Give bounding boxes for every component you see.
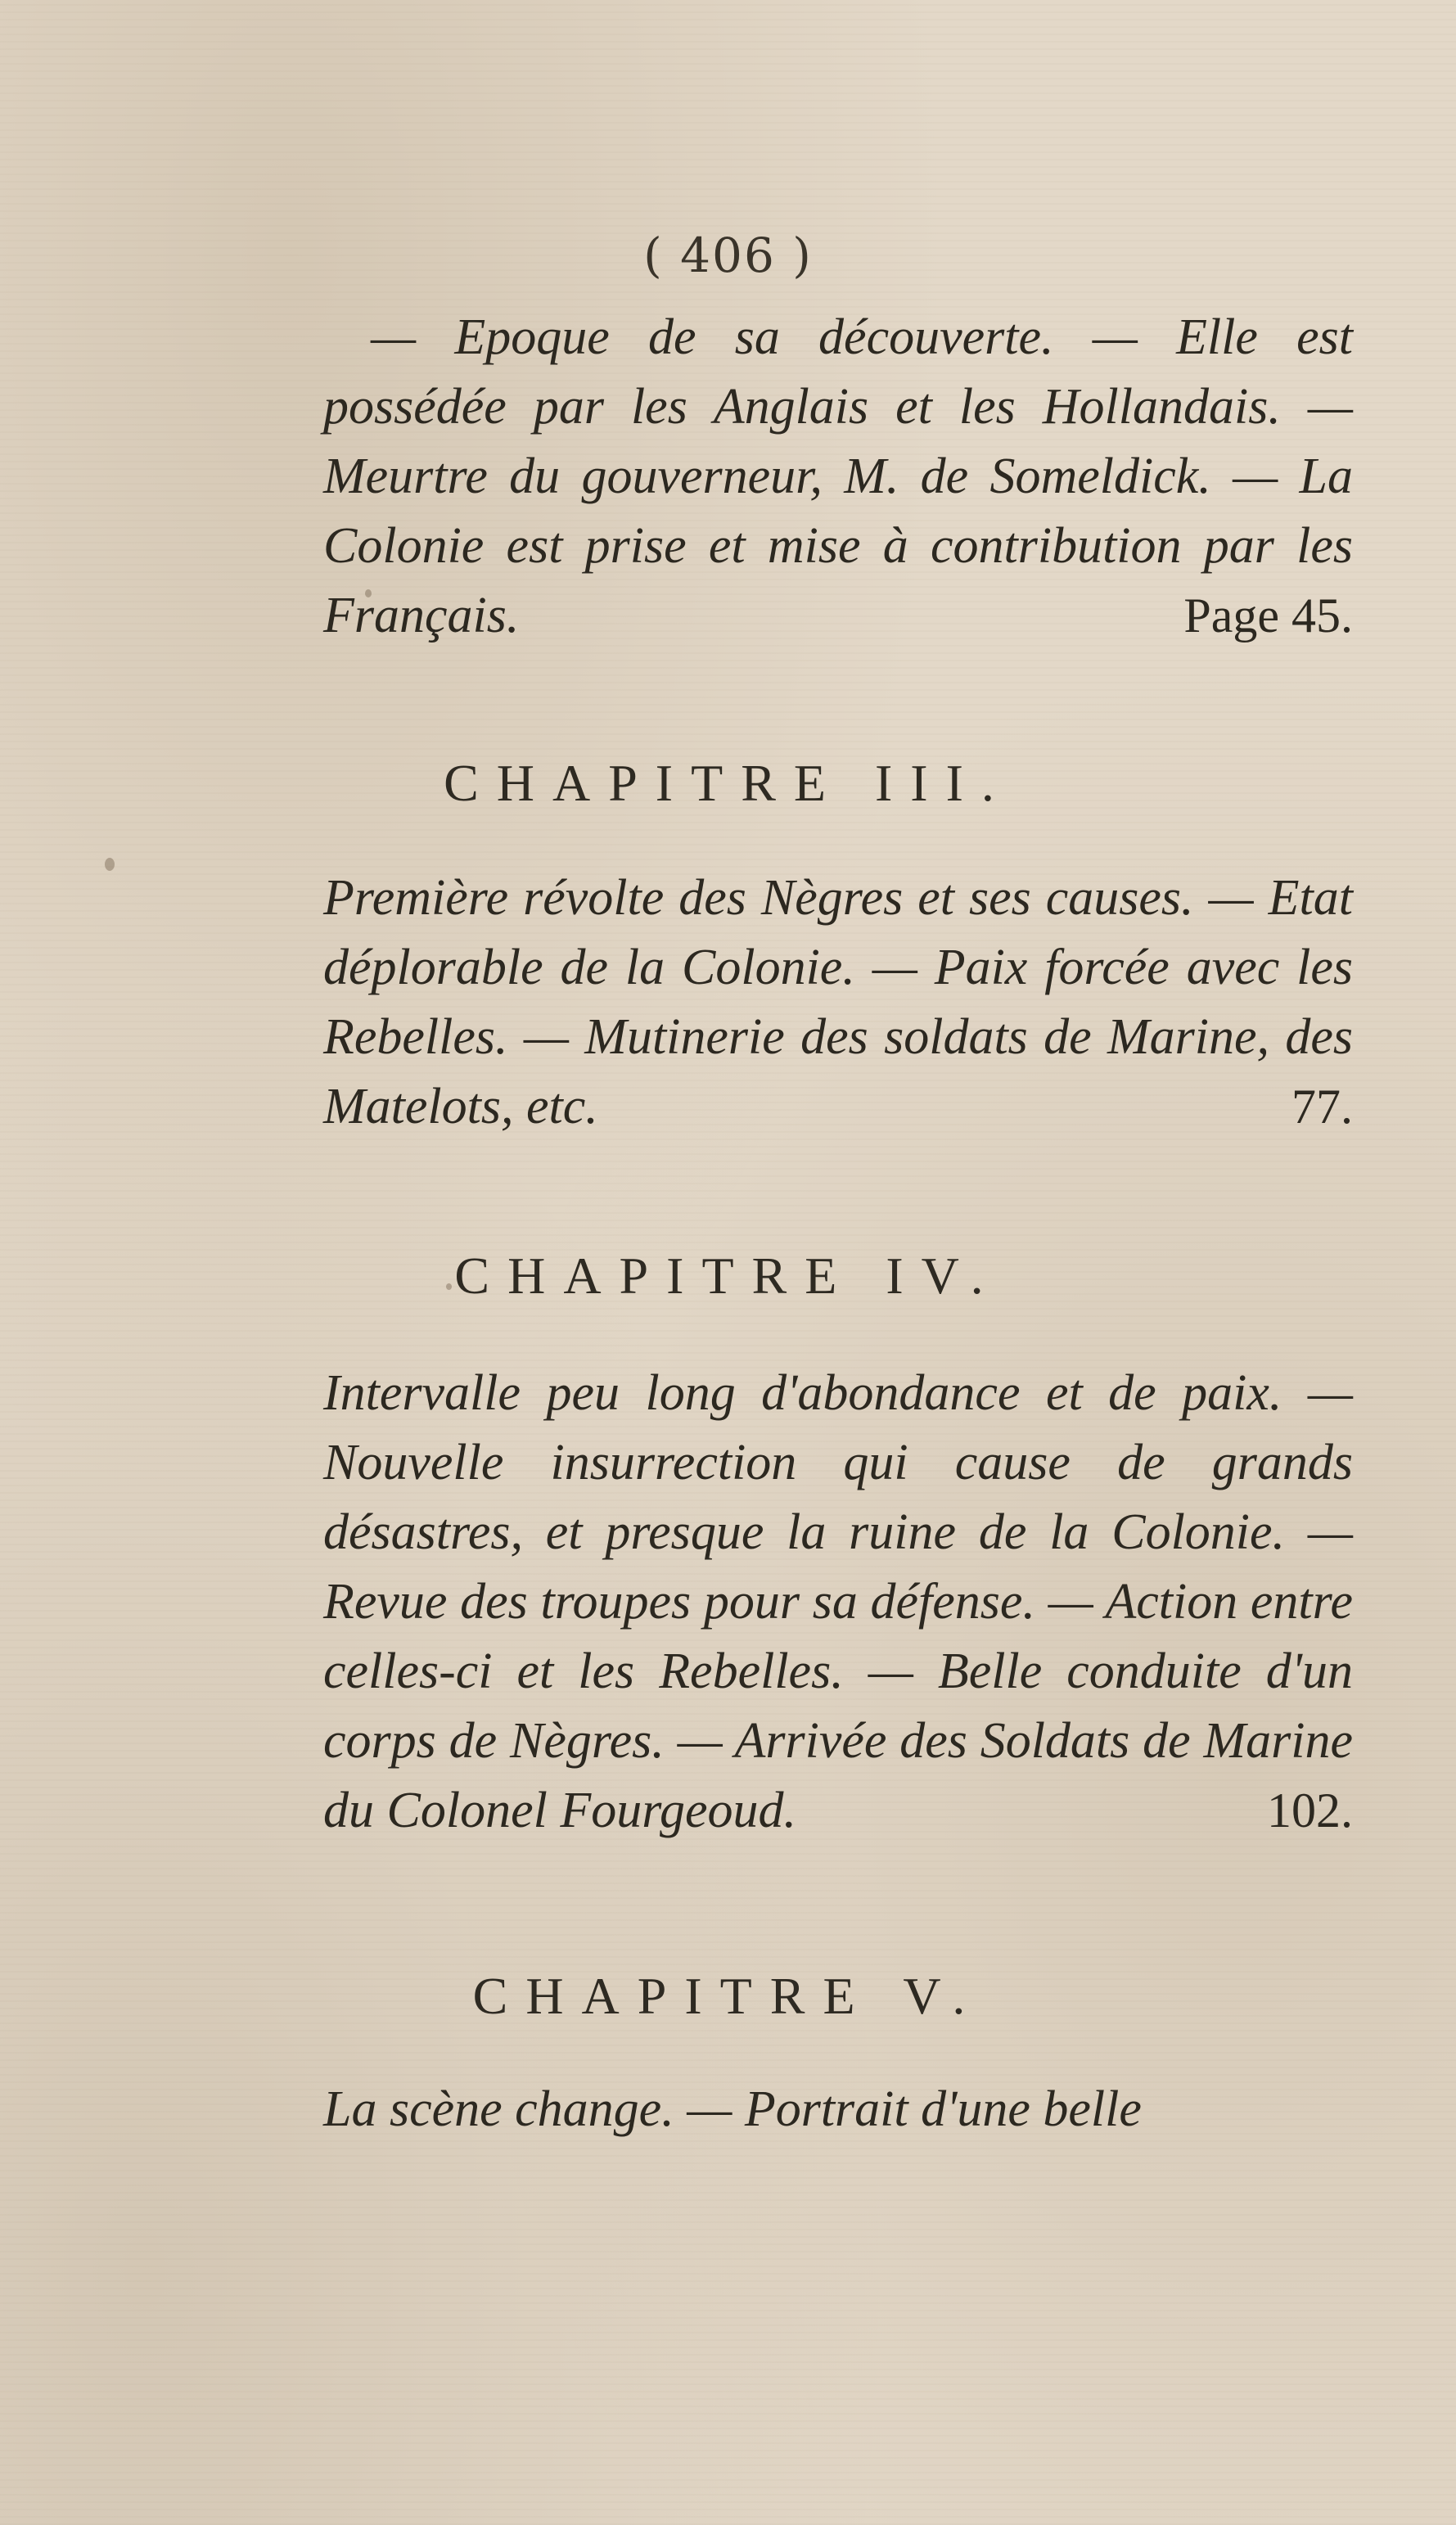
chapter-heading-4: CHAPITRE IV. xyxy=(454,1247,1002,1305)
page-number: ( 406 ) xyxy=(643,228,813,283)
chapter-heading-5: CHAPITRE V. xyxy=(472,1967,984,2025)
page-reference: Page 45. xyxy=(1183,588,1353,643)
paper-blemish xyxy=(105,858,115,871)
toc-entry-chapter-5 xyxy=(323,2075,1353,2144)
chapter-heading-3: CHAPITRE III. xyxy=(444,754,1012,812)
toc-entry-chapter-4 xyxy=(323,1359,1353,1846)
entry-text: Première révolte des Nègres et ses causes. — Etat déplorable de la Colonie. — Paix forcée avec les Rebelles. — Mutinerie des soldats de Marine, des Matelots, etc. xyxy=(323,870,1353,1134)
entry-text: La scène change. — Portrait d'une belle xyxy=(323,2081,1142,2137)
paper-blemish xyxy=(365,589,372,597)
toc-entry-chapter-3 xyxy=(323,863,1353,1142)
entry-text: — Epoque de sa découverte. — Elle est possédée par les Anglais et les Hollandais. — Meurtre du gouverneur, M. de Someldick. — La Colonie est prise et mise à contribution par les Français. xyxy=(323,309,1353,643)
page-reference: 102. xyxy=(1267,1783,1353,1837)
page-reference: 77. xyxy=(1291,1080,1353,1134)
entry-text: Intervalle peu long d'abondance et de paix. — Nouvelle insurrection qui cause de grands désastres, et presque la ruine de la Colonie. — Revue des troupes pour sa défense. — Action entre celles-ci et les Rebelles. — Belle conduite d'un corps de Nègres. — Arrivée des Soldats de Marine du Colonel Fourgeoud. xyxy=(323,1365,1353,1838)
paper-blemish xyxy=(446,1283,452,1290)
toc-entry-chapter-2-continuation xyxy=(323,303,1353,651)
